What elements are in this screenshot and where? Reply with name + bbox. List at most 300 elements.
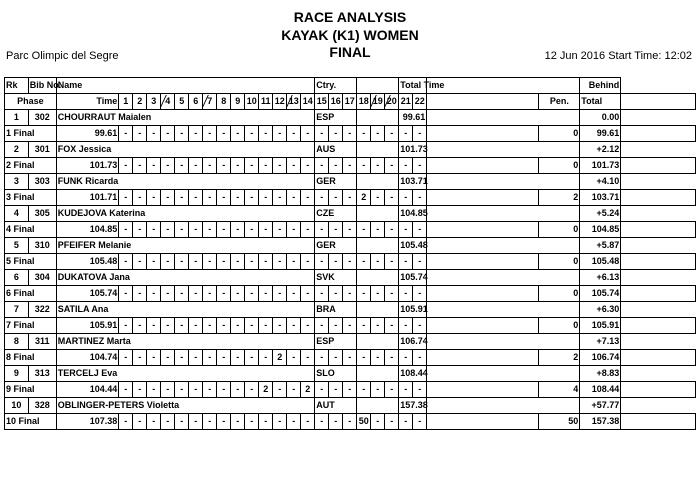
name-row-spacer-2	[427, 110, 580, 126]
gate-penalty: -	[133, 414, 147, 430]
gate-penalty: -	[315, 222, 329, 238]
run-total: 108.44	[580, 382, 621, 398]
gate-penalty: -	[329, 414, 343, 430]
gate-penalty: -	[357, 350, 371, 366]
gate-penalty: -	[133, 286, 147, 302]
gate-penalty: -	[413, 414, 427, 430]
gate-penalty: -	[343, 222, 357, 238]
gate-penalty: -	[273, 414, 287, 430]
country: ESP	[315, 110, 357, 126]
phase-label: Final	[13, 288, 35, 298]
name-row-spacer	[357, 110, 399, 126]
run-row-spacer	[621, 350, 696, 366]
athlete-name: CHOURRAUT Maialen	[56, 110, 315, 126]
gate-penalty: 2	[259, 382, 273, 398]
gate-penalty: -	[413, 254, 427, 270]
gate-penalty: -	[175, 158, 189, 174]
gate-penalty: -	[175, 382, 189, 398]
gate-header: 14	[301, 94, 315, 110]
phase	[5, 158, 57, 174]
gate-penalty: -	[231, 126, 245, 142]
run-row-spacer	[621, 222, 696, 238]
gate-penalty: -	[371, 286, 385, 302]
bib-number: 304	[28, 270, 56, 286]
phase	[5, 254, 57, 270]
header-spacer-2	[427, 78, 580, 94]
bib-number: 328	[28, 398, 56, 414]
gate-penalty: -	[385, 158, 399, 174]
gate-penalty: -	[189, 190, 203, 206]
gate-penalty: -	[147, 414, 161, 430]
phase	[5, 318, 57, 334]
gate-penalty: -	[357, 286, 371, 302]
athlete-name: OBLINGER-PETERS Violetta	[56, 398, 315, 414]
gate-penalty: -	[245, 286, 259, 302]
gate-penalty: -	[343, 414, 357, 430]
rank: 9	[5, 366, 29, 382]
gate-penalty: -	[259, 158, 273, 174]
gate-header: 9	[231, 94, 245, 110]
gate-penalty: -	[413, 382, 427, 398]
run-total: 103.71	[580, 190, 621, 206]
gate-penalty: -	[301, 414, 315, 430]
gate-penalty: -	[343, 190, 357, 206]
athlete-row	[5, 270, 696, 286]
bib-number: 302	[28, 110, 56, 126]
gate-penalty: -	[329, 190, 343, 206]
phase-number: 3	[6, 192, 14, 202]
gate-penalty: -	[301, 286, 315, 302]
gate-penalty: -	[175, 254, 189, 270]
behind: +4.10	[580, 174, 621, 190]
behind-header: Behind	[580, 78, 621, 94]
name-row-spacer-2	[427, 142, 580, 158]
gate-penalty: -	[343, 350, 357, 366]
gate-penalty: -	[189, 126, 203, 142]
gate-penalty: -	[245, 254, 259, 270]
phase	[5, 382, 57, 398]
gate-penalty: -	[231, 222, 245, 238]
gate-penalty: -	[245, 350, 259, 366]
pen-header: Pen.	[539, 94, 580, 110]
gate-penalty: -	[161, 318, 175, 334]
name-row-spacer-2	[427, 206, 580, 222]
gate-penalty: -	[203, 126, 217, 142]
gate-header: 11	[259, 94, 273, 110]
gate-penalty: -	[385, 382, 399, 398]
name-row-spacer-2	[427, 398, 580, 414]
run-total: 105.91	[580, 318, 621, 334]
country: GER	[315, 174, 357, 190]
gate-penalty: -	[413, 286, 427, 302]
gate-penalty: -	[385, 350, 399, 366]
rank: 5	[5, 238, 29, 254]
gate-penalty: -	[189, 158, 203, 174]
run-time: 105.48	[56, 254, 119, 270]
gate-penalty: -	[399, 382, 413, 398]
phase	[5, 190, 57, 206]
gate-penalty: -	[119, 286, 133, 302]
gate-penalty: -	[175, 318, 189, 334]
phase-label: Final	[13, 256, 35, 266]
gate-penalty: -	[343, 382, 357, 398]
phase-number: 9	[6, 384, 14, 394]
penalty: 50	[539, 414, 580, 430]
gate-spacer	[427, 254, 539, 270]
phase-header: Phase	[5, 94, 57, 110]
penalty: 0	[539, 222, 580, 238]
rank: 4	[5, 206, 29, 222]
gate-spacer	[427, 126, 539, 142]
gate-penalty: -	[259, 318, 273, 334]
name-row-spacer-2	[427, 334, 580, 350]
gate-penalty: -	[357, 126, 371, 142]
gate-penalty: -	[413, 190, 427, 206]
gate-penalty: -	[203, 158, 217, 174]
gate-penalty: -	[259, 254, 273, 270]
time-header: Time	[56, 94, 119, 110]
gate-penalty: -	[161, 414, 175, 430]
gate-penalty: -	[161, 254, 175, 270]
gate-spacer	[427, 382, 539, 398]
rk-header: Rk	[5, 78, 29, 94]
name-row-spacer	[357, 142, 399, 158]
run-row	[5, 318, 696, 334]
gate-penalty: -	[203, 350, 217, 366]
gate-penalty: -	[203, 382, 217, 398]
phase-number: 1	[6, 128, 14, 138]
gate-penalty: -	[399, 190, 413, 206]
athlete-row	[5, 142, 696, 158]
gate-penalty: -	[329, 254, 343, 270]
run-row	[5, 158, 696, 174]
phase	[5, 126, 57, 142]
run-total: 106.74	[580, 350, 621, 366]
gate-penalty: -	[175, 350, 189, 366]
behind: +7.13	[580, 334, 621, 350]
name-row-spacer-2	[427, 270, 580, 286]
gate-penalty: -	[133, 126, 147, 142]
gate-penalty: -	[357, 318, 371, 334]
athlete-name: FOX Jessica	[56, 142, 315, 158]
gate-penalty: -	[343, 254, 357, 270]
gate-penalty: -	[175, 126, 189, 142]
gate-header: 2	[133, 94, 147, 110]
country: AUT	[315, 398, 357, 414]
gate-penalty: -	[119, 318, 133, 334]
gate-penalty: -	[287, 318, 301, 334]
gate-penalty: -	[371, 126, 385, 142]
gate-penalty: -	[385, 190, 399, 206]
athlete-row	[5, 238, 696, 254]
name-row-spacer-2	[427, 366, 580, 382]
total-time: 101.73	[399, 142, 427, 158]
run-row	[5, 286, 696, 302]
gate-penalty: -	[175, 190, 189, 206]
gate-header: 5	[175, 94, 189, 110]
run-row	[5, 254, 696, 270]
gate-penalty: -	[189, 350, 203, 366]
gate-penalty: -	[371, 222, 385, 238]
gate-penalty: -	[287, 158, 301, 174]
country: CZE	[315, 206, 357, 222]
report-title: RACE ANALYSIS	[293, 9, 407, 25]
gate-penalty: -	[413, 350, 427, 366]
rank: 7	[5, 302, 29, 318]
phase-number: 6	[6, 288, 14, 298]
gate-penalty: -	[161, 286, 175, 302]
run-time: 107.38	[56, 414, 119, 430]
gate-penalty: -	[287, 286, 301, 302]
phase-number: 7	[6, 320, 14, 330]
date: 12 Jun 2016	[544, 50, 606, 62]
run-row-spacer	[621, 286, 696, 302]
gate-header: 4	[161, 94, 175, 110]
run-time: 104.85	[56, 222, 119, 238]
gate-penalty: -	[329, 126, 343, 142]
gate-penalty: -	[371, 414, 385, 430]
gate-header: 12	[273, 94, 287, 110]
gate-penalty: -	[301, 126, 315, 142]
gate-penalty: -	[413, 318, 427, 334]
gate-penalty: -	[231, 190, 245, 206]
gate-spacer	[427, 318, 539, 334]
gate-penalty: -	[147, 286, 161, 302]
gate-header: 1	[119, 94, 133, 110]
gate-spacer	[427, 158, 539, 174]
behind: +6.13	[580, 270, 621, 286]
country: BRA	[315, 302, 357, 318]
gate-penalty: -	[203, 286, 217, 302]
penalty: 2	[539, 350, 580, 366]
gate-penalty: -	[231, 254, 245, 270]
gate-penalty: -	[245, 382, 259, 398]
run-row-spacer	[621, 190, 696, 206]
gate-penalty: -	[147, 158, 161, 174]
gate-penalty: -	[189, 254, 203, 270]
phase-label: Final	[13, 192, 35, 202]
gate-penalty: 50	[357, 414, 371, 430]
name-row-spacer	[357, 398, 399, 414]
gate-penalty: -	[231, 414, 245, 430]
name-row-spacer	[357, 238, 399, 254]
gate-penalty: -	[385, 222, 399, 238]
run-total: 105.74	[580, 286, 621, 302]
gate-penalty: -	[119, 126, 133, 142]
total-header: Total	[580, 94, 621, 110]
total-time: 106.74	[399, 334, 427, 350]
gate-penalty: -	[119, 382, 133, 398]
gate-penalty: -	[133, 222, 147, 238]
penalty: 4	[539, 382, 580, 398]
gate-penalty: -	[231, 382, 245, 398]
gate-penalty: -	[259, 414, 273, 430]
gate-penalty: -	[287, 254, 301, 270]
gate-penalty: -	[315, 318, 329, 334]
gate-penalty: -	[259, 222, 273, 238]
phase-title: FINAL	[329, 44, 371, 60]
gate-penalty: -	[259, 190, 273, 206]
phase-label: Final	[13, 320, 35, 330]
gate-penalty: -	[217, 222, 231, 238]
run-time: 105.74	[56, 286, 119, 302]
run-row-spacer	[621, 126, 696, 142]
bib-number: 311	[28, 334, 56, 350]
behind: +5.24	[580, 206, 621, 222]
gate-penalty: -	[329, 350, 343, 366]
gate-header: 3	[147, 94, 161, 110]
gate-penalty: -	[119, 190, 133, 206]
run-time: 104.74	[56, 350, 119, 366]
gate-spacer	[427, 414, 539, 430]
gate-penalty: -	[315, 158, 329, 174]
behind: +57.77	[580, 398, 621, 414]
gate-penalty: -	[217, 286, 231, 302]
gate-penalty: -	[399, 126, 413, 142]
gate-penalty: -	[315, 254, 329, 270]
run-time: 104.44	[56, 382, 119, 398]
phase-number: 4	[6, 224, 14, 234]
gate-penalty: -	[175, 222, 189, 238]
gate-penalty: -	[273, 222, 287, 238]
gate-penalty: -	[343, 318, 357, 334]
penalty: 2	[539, 190, 580, 206]
gate-penalty: -	[133, 254, 147, 270]
penalty: 0	[539, 286, 580, 302]
gate-penalty: -	[329, 382, 343, 398]
gate-penalty: -	[147, 254, 161, 270]
gate-penalty: -	[301, 222, 315, 238]
gate-penalty: -	[385, 126, 399, 142]
gate-penalty: -	[245, 318, 259, 334]
penalty: 0	[539, 254, 580, 270]
gate-penalty: -	[301, 190, 315, 206]
behind: +5.87	[580, 238, 621, 254]
gate-penalty: -	[315, 190, 329, 206]
rank: 10	[5, 398, 29, 414]
gate-penalty: -	[245, 190, 259, 206]
gate-penalty: -	[119, 254, 133, 270]
run-time: 99.61	[56, 126, 119, 142]
athlete-name: KUDEJOVA Katerina	[56, 206, 315, 222]
gate-penalty: -	[399, 414, 413, 430]
gate-penalty: -	[371, 254, 385, 270]
name-row-spacer-2	[427, 238, 580, 254]
bib-number: 310	[28, 238, 56, 254]
phase-label: Final	[18, 416, 40, 426]
country: SVK	[315, 270, 357, 286]
gate-header: 20	[385, 94, 399, 110]
athlete-name: SATILA Ana	[56, 302, 315, 318]
gate-penalty: -	[119, 414, 133, 430]
phase-label: Final	[13, 128, 35, 138]
date-start-time	[545, 50, 692, 62]
gate-header: 19	[371, 94, 385, 110]
phase	[5, 414, 57, 430]
name-row-spacer	[357, 302, 399, 318]
gate-penalty: -	[287, 126, 301, 142]
athlete-name: DUKATOVA Jana	[56, 270, 315, 286]
gate-spacer	[427, 350, 539, 366]
gate-penalty: -	[203, 190, 217, 206]
rank: 3	[5, 174, 29, 190]
gate-penalty: -	[315, 350, 329, 366]
athlete-name: MARTINEZ Marta	[56, 334, 315, 350]
gate-penalty: -	[301, 318, 315, 334]
gate-header: 15	[315, 94, 329, 110]
gate-penalty: -	[357, 254, 371, 270]
total-time: 105.74	[399, 270, 427, 286]
gate-penalty: -	[203, 318, 217, 334]
rank: 2	[5, 142, 29, 158]
total-time: 157.38	[399, 398, 427, 414]
athlete-row	[5, 302, 696, 318]
run-total: 104.85	[580, 222, 621, 238]
behind: +8.83	[580, 366, 621, 382]
gate-penalty: -	[147, 190, 161, 206]
gate-penalty: -	[371, 190, 385, 206]
gate-penalty: 2	[357, 190, 371, 206]
phase-number: 2	[6, 160, 14, 170]
gate-penalty: -	[231, 350, 245, 366]
bib-number: 303	[28, 174, 56, 190]
gate-penalty: -	[273, 158, 287, 174]
country: GER	[315, 238, 357, 254]
gate-penalty: -	[217, 190, 231, 206]
run-row-spacer	[621, 254, 696, 270]
gate-penalty: -	[371, 318, 385, 334]
gate-penalty: -	[273, 382, 287, 398]
gate-penalty: -	[273, 254, 287, 270]
gate-header: 21	[399, 94, 413, 110]
run-row	[5, 222, 696, 238]
gate-spacer	[427, 222, 539, 238]
gate-penalty: -	[217, 158, 231, 174]
venue: Parc Olimpic del Segre	[6, 50, 119, 62]
athlete-row	[5, 206, 696, 222]
bib-number: 305	[28, 206, 56, 222]
gate-penalty: -	[161, 126, 175, 142]
gate-penalty: -	[301, 158, 315, 174]
rank: 8	[5, 334, 29, 350]
athlete-row	[5, 174, 696, 190]
gate-penalty: -	[203, 414, 217, 430]
gate-spacer	[427, 190, 539, 206]
phase	[5, 286, 57, 302]
run-row-spacer	[621, 318, 696, 334]
gate-penalty: -	[329, 222, 343, 238]
results-table	[4, 77, 696, 430]
gate-penalty: -	[287, 414, 301, 430]
athlete-row	[5, 334, 696, 350]
gate-penalty: -	[217, 126, 231, 142]
gate-penalty: -	[147, 382, 161, 398]
gate-penalty: -	[329, 318, 343, 334]
gate-penalty: -	[133, 350, 147, 366]
athlete-name: FUNK Ricarda	[56, 174, 315, 190]
gate-penalty: -	[343, 126, 357, 142]
gate-penalty: -	[357, 158, 371, 174]
run-row	[5, 190, 696, 206]
penalty: 0	[539, 318, 580, 334]
run-row	[5, 126, 696, 142]
gate-penalty: -	[259, 350, 273, 366]
gate-penalty: -	[385, 254, 399, 270]
phase	[5, 350, 57, 366]
gate-penalty: -	[161, 350, 175, 366]
start-time-label: Start Time:	[608, 50, 662, 62]
name-row-spacer	[357, 366, 399, 382]
